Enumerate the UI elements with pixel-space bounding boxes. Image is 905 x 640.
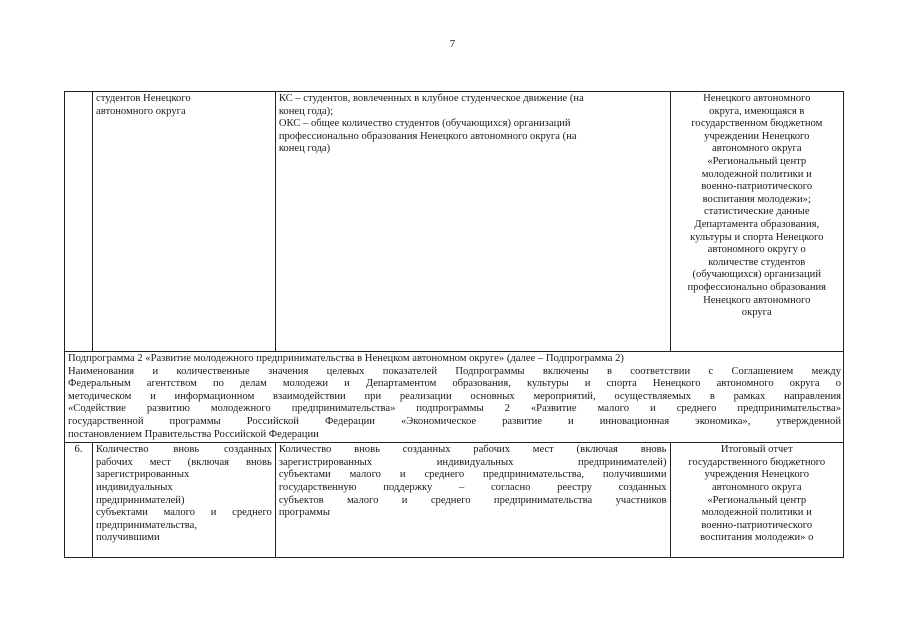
page-number: 7 [449,38,456,50]
text-line: Ненецкого автономного [703,294,811,306]
text-line: молодежной политики и [701,168,812,180]
subprogram-header-row [65,352,844,443]
data-source-cell [670,443,843,558]
table-row-continued [65,92,844,352]
text-line: государственную поддержку – согласно реестру созданных [278,481,667,493]
text-line: ОКС – общее количество студентов (обучающихся) организаций [278,118,571,130]
calculation-method-cell [275,92,670,352]
text-line: конец года) [278,143,331,155]
subprogram-description-line: Наименования и количественные значения целевых показателей Подпрограммы включены в соответствии с Соглашением между [68,365,841,377]
text-line: округа, имеющаяся в [709,105,805,117]
text-line: студентов Ненецкого [96,93,191,104]
text-line: воспитания молодежи» о [700,532,814,544]
text-line: автономного округа [96,105,186,117]
subprogram-cell [65,352,844,443]
text-line: Ненецкого автономного [703,93,811,104]
data-source-cell [670,92,843,352]
text-line: Количество вновь созданных [96,444,272,456]
text-line: зарегистрированных индивидуальных предпринимателей) [278,456,667,468]
text-line: субъектами малого и среднего предпринимательства, получившими [278,469,667,481]
text-line: военно-патриотического [701,181,813,193]
text-line: субъектов малого и среднего предпринимательства участников [278,494,667,506]
text-line: автономного округу о [707,244,806,256]
subprogram-description-line: методическом и информационном взаимодействии при реализации основных мероприятий, осуществляемых в рамках направления [68,390,841,402]
text-line: конец года); [278,105,334,117]
text-line: автономного округа [711,481,802,493]
indicator-name-cell [93,92,276,352]
text-line: (обучающихся) организаций [692,269,821,281]
subprogram-description-line: постановлением Правительства Российской Федерации [68,428,319,440]
text-line: профессионально образования [687,281,827,293]
calculation-method-cell [275,443,670,558]
text-line: Количество вновь созданных рабочих мест (включая вновь [278,444,667,456]
table-row-6 [65,443,844,558]
row-number-cell [65,92,93,352]
text-line: предпринимателей) [96,494,185,506]
text-line: рабочих мест (включая вновь [96,456,272,468]
text-line: государственного бюджетного [688,456,826,468]
text-line: автономного округа [711,143,802,155]
subprogram-title: Подпрограмма 2 «Развитие молодежного предпринимательства в Ненецком автономном округе» (далее – Подпрограмма 2) [68,353,624,364]
indicators-table [64,91,844,558]
text-line: индивидуальных [96,481,173,493]
subprogram-description-line: Федеральным агентством по делам молодежи и Департаментом образования, культуры и спорта Ненецкого автономного округа о [68,378,841,390]
subprogram-description-line: государственной программы Российской Федерации «Экономическое развитие и инновационная экономика», утвержденной [68,415,841,427]
text-line: государственном бюджетном [691,118,823,130]
text-line: зарегистрированных [96,469,190,481]
text-line: статистические данные [703,206,810,218]
text-line: предпринимательства, [96,519,197,531]
text-line: субъектами малого и среднего [96,507,272,519]
text-line: «Региональный центр [707,494,807,506]
text-line: Департамента образования, [694,218,820,230]
text-line: получившими [96,532,160,544]
text-line: учреждении Ненецкого [704,130,810,142]
text-line: программы [278,507,330,519]
text-line: количестве студентов [708,256,806,268]
text-line: военно-патриотического [701,519,813,531]
text-line: Итоговый отчет [720,444,793,456]
text-line: учреждения Ненецкого [704,469,810,481]
text-line: культуры и спорта Ненецкого [690,231,824,243]
subprogram-description-line: «Содействие развитию молодежного предпринимательства» подпрограммы 2 «Развитие малого и среднего предпринимательства» [68,403,841,415]
text-line: молодежной политики и [701,507,812,519]
indicator-name-cell [93,443,276,558]
row-number-cell: 6. [65,443,93,558]
text-line: воспитания молодежи»; [702,193,811,205]
text-line: округа [741,307,772,319]
text-line: КС – студентов, вовлеченных в клубное студенческое движение (на [278,93,584,104]
text-line: «Региональный центр [707,155,807,167]
text-line: профессионально образования Ненецкого автономного округа (на [278,130,577,142]
